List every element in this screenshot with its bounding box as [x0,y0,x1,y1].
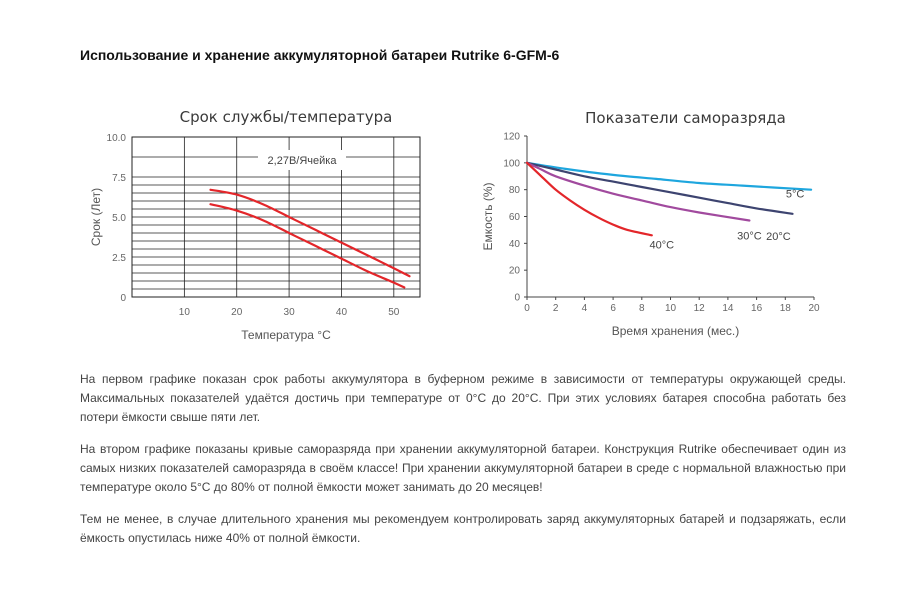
self-discharge-chart [470,95,840,355]
chart2-series-line [527,163,811,190]
life-temperature-chart-svg [80,95,430,355]
paragraph-3: Тем не менее, в случае длительного хранения мы рекомендуем контролировать заряд аккумуляторных батарей и подзаряжать, если ёмкость опустилась ниже 40% от полной ёмкости. [80,512,846,545]
chart2-y-tick-label: 0 [514,292,520,304]
chart1-x-tick-label: 30 [283,307,295,318]
chart2-y-tick-label: 20 [508,265,520,277]
chart2-x-tick-label: 14 [722,303,734,314]
chart2-y-tick-label: 120 [503,131,520,143]
chart2-x-tick-label: 4 [581,303,588,314]
chart2-series-label: 5°С [785,188,805,201]
chart2-y-axis-label: Емкость (%) [481,182,495,251]
chart1-y-tick-label: 7.5 [112,173,126,184]
chart2-x-axis-label: Время хранения (мес.) [611,324,740,338]
life-temperature-chart [80,95,430,355]
chart2-x-tick-label: 16 [751,303,763,314]
chart2-title: Показатели саморазряда [585,109,786,127]
charts-area [80,95,840,355]
chart1-y-tick-label: 5.0 [112,213,126,224]
chart2-x-tick-label: 2 [552,303,559,314]
chart2-x-tick-label: 8 [639,303,645,314]
chart2-y-tick-label: 80 [508,185,520,197]
chart2-x-tick-label: 10 [664,303,677,314]
chart2-y-tick-label: 100 [503,158,520,170]
description-text [80,370,846,561]
chart1-y-tick-label: 10.0 [106,133,126,144]
chart1-x-axis-label: Температура °С [241,328,331,342]
chart2-series-label: 30°С [737,230,762,243]
self-discharge-chart-svg [470,95,840,355]
chart1-x-tick-label: 40 [335,307,348,318]
chart1-y-axis-label: Срок (Лет) [89,187,103,247]
chart2-x-tick-label: 18 [779,303,791,314]
chart1-title: Срок службы/температура [179,108,393,126]
paragraph-1: На первом графике показан срок работы аккумулятора в буферном режиме в зависимости от температуры окружающей среды. Максимальных показателей удаётся достичь при температуре от 0°С до 20°С. При этих условиях батарея способна работать без потери ёмкости свыше пяти лет. [80,372,846,424]
chart1-y-tick-label: 0 [120,293,126,304]
chart2-x-tick-label: 0 [524,303,530,314]
chart2-y-tick-label: 40 [508,238,520,250]
chart1-annotation: 2,27В/Ячейка [267,155,337,167]
chart1-x-tick-label: 20 [231,307,243,318]
chart1-x-tick-label: 50 [388,307,400,318]
chart2-series-line [527,163,793,214]
chart2-x-tick-label: 6 [610,303,616,314]
chart2-series-label: 40°С [649,239,675,252]
chart2-x-tick-label: 12 [693,303,705,314]
paragraph-2: На втором графике показаны кривые саморазряда при хранении аккумуляторной батареи. Конструкция Rutrike обеспечивает один из самых низких показателей саморазряда в своём классе! При хранении аккумуляторной батареи в среде с нормальной влажностью при температуре около 5°С до 80% от полной ёмкости может занимать до 20 месяцев! [80,442,846,494]
chart1-y-tick-label: 2.5 [112,253,126,264]
chart2-x-tick-label: 20 [808,303,820,314]
chart2-series-label: 20°С [766,230,791,243]
page-heading: Использование и хранение аккумуляторной батареи Rutrike 6-GFM-6 [80,47,560,63]
chart1-x-tick-label: 10 [178,307,190,318]
chart2-y-tick-label: 60 [508,212,520,223]
